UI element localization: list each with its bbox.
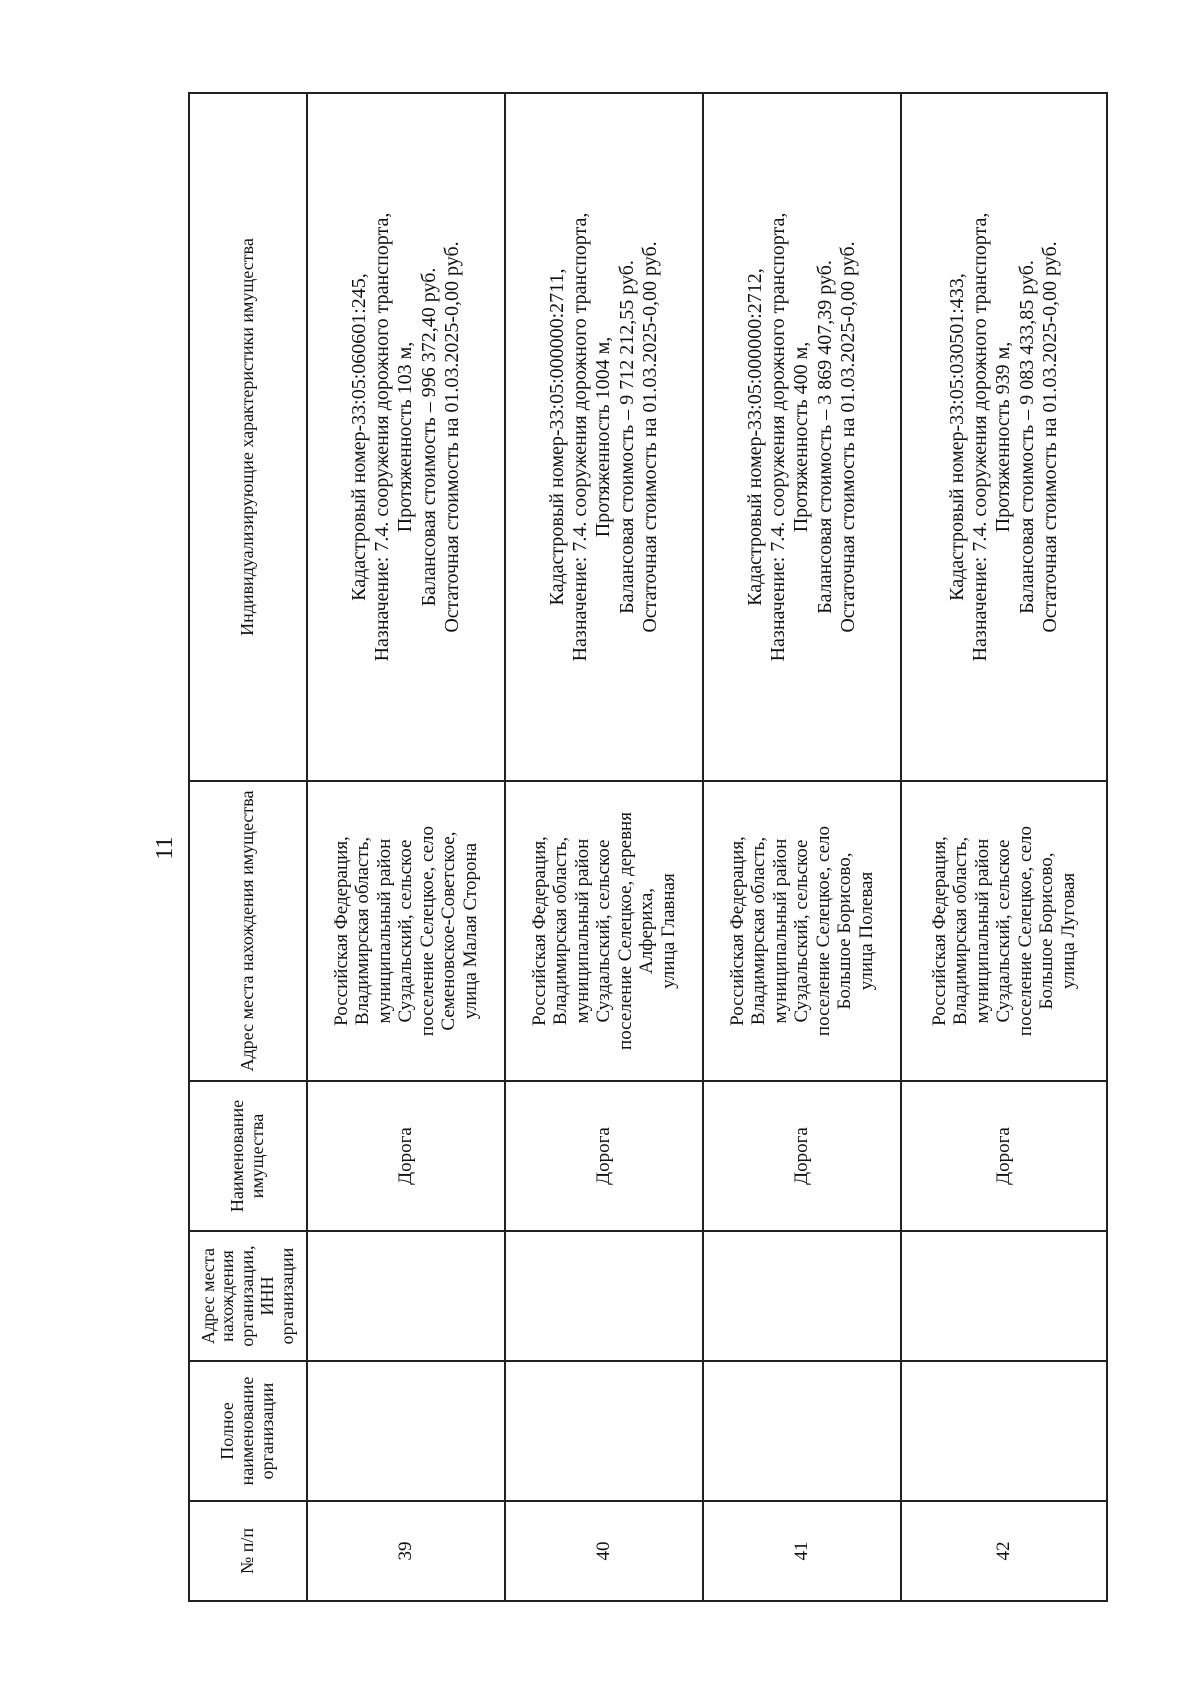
address-line: улица Луговая (1057, 872, 1079, 990)
address-line: улица Главная (657, 873, 679, 989)
characteristic-line: Кадастровый номер-33:05:030501:433, (946, 273, 969, 601)
characteristic-line: Назначение: 7.4. сооружения дорожного транспорта, (767, 212, 790, 662)
characteristic-line: Балансовая стоимость – 996 372,40 руб. (417, 267, 440, 607)
header-characteristics: Индивидуализирующие характеристики имущества (189, 93, 307, 781)
characteristic-line: Остаточная стоимость на 01.03.2025-0,00 руб. (440, 241, 463, 633)
address-line: улица Малая Сторона (459, 842, 481, 1020)
header-org-address: Адрес места нахождения организации, ИНН организации (189, 1231, 307, 1361)
header-property-address: Адрес места нахождения имущества (189, 781, 307, 1081)
address-line: муниципальный район (769, 838, 791, 1024)
address-line: Алфериха, (636, 887, 658, 975)
characteristic-line: Балансовая стоимость – 9 712 212,55 руб. (615, 260, 638, 614)
characteristic-line: Кадастровый номер-33:05:060601:245, (348, 273, 371, 601)
row-characteristics (901, 93, 1107, 781)
row-org-address (307, 1231, 505, 1361)
address-line: Владимирская область, (550, 836, 572, 1026)
row-num: 41 (703, 1501, 901, 1601)
address-line: Большое Борисово, (834, 852, 856, 1010)
row-property-address (703, 781, 901, 1081)
row-org-address (901, 1231, 1107, 1361)
characteristic-line: Протяженность 400 м, (790, 341, 813, 533)
address-line: муниципальный район (971, 838, 993, 1024)
row-property-name: Дорога (307, 1081, 505, 1231)
characteristic-line: Кадастровый номер-33:05:000000:2712, (744, 268, 767, 606)
address-line: Владимирская область, (352, 836, 374, 1026)
row-org-address (703, 1231, 901, 1361)
address-line: поселение Селецкое, деревня (614, 812, 636, 1050)
row-property-name: Дорога (505, 1081, 703, 1231)
address-line: Российская Федерация, (928, 836, 950, 1026)
row-characteristics (307, 93, 505, 781)
address-line: муниципальный район (373, 838, 395, 1024)
address-line: Суздальский, сельское (791, 839, 813, 1023)
characteristic-line: Остаточная стоимость на 01.03.2025-0,00 руб. (836, 241, 859, 633)
characteristic-line: Балансовая стоимость – 9 083 433,85 руб. (1015, 260, 1038, 614)
characteristic-line: Протяженность 103 м, (394, 341, 417, 533)
address-line: Большое Борисово, (1036, 852, 1058, 1010)
row-org-address (505, 1231, 703, 1361)
row-property-address (505, 781, 703, 1081)
row-property-address (901, 781, 1107, 1081)
characteristic-line: Назначение: 7.4. сооружения дорожного транспорта, (371, 212, 394, 662)
characteristic-line: Остаточная стоимость на 01.03.2025-0,00 руб. (638, 241, 661, 633)
characteristic-line: Балансовая стоимость – 3 869 407,39 руб. (813, 260, 836, 614)
row-characteristics (505, 93, 703, 781)
row-num: 42 (901, 1501, 1107, 1601)
characteristic-line: Кадастровый номер-33:05:000000:2711, (546, 268, 569, 606)
row-property-name: Дорога (901, 1081, 1107, 1231)
characteristic-line: Остаточная стоимость на 01.03.2025-0,00 руб. (1038, 241, 1061, 633)
address-line: Российская Федерация, (330, 836, 352, 1026)
table-row (703, 93, 901, 1601)
property-table (188, 92, 1108, 1602)
address-line: Семеновское-Советское, (438, 831, 460, 1031)
address-line: Суздальский, сельское (593, 839, 615, 1023)
row-org-name (901, 1361, 1107, 1501)
address-line: поселение Селецкое, село (416, 825, 438, 1037)
row-property-address (307, 781, 505, 1081)
row-org-name (505, 1361, 703, 1501)
row-characteristics (703, 93, 901, 781)
characteristic-line: Протяженность 1004 м, (592, 336, 615, 538)
address-line: муниципальный район (571, 838, 593, 1024)
row-num: 40 (505, 1501, 703, 1601)
address-line: Российская Федерация, (726, 836, 748, 1026)
address-line: поселение Селецкое, село (812, 825, 834, 1037)
row-num: 39 (307, 1501, 505, 1601)
table-row (505, 93, 703, 1601)
header-property-name: Наименование имущества (189, 1081, 307, 1231)
characteristic-line: Назначение: 7.4. сооружения дорожного транспорта, (569, 212, 592, 662)
table-header-row (189, 93, 307, 1601)
row-org-name (703, 1361, 901, 1501)
characteristic-line: Протяженность 939 м, (992, 341, 1015, 533)
characteristic-line: Назначение: 7.4. сооружения дорожного транспорта, (969, 212, 992, 662)
rotated-table-sheet (152, 94, 1108, 1602)
row-property-name: Дорога (703, 1081, 901, 1231)
header-num: № п/п (189, 1501, 307, 1601)
address-line: Владимирская область, (950, 836, 972, 1026)
address-line: Российская Федерация, (528, 836, 550, 1026)
address-line: Суздальский, сельское (993, 839, 1015, 1023)
row-org-name (307, 1361, 505, 1501)
address-line: Владимирская область, (748, 836, 770, 1026)
address-line: Суздальский, сельское (395, 839, 417, 1023)
address-line: улица Полевая (855, 871, 877, 991)
address-line: поселение Селецкое, село (1014, 825, 1036, 1037)
table-row (307, 93, 505, 1601)
table-row (901, 93, 1107, 1601)
header-org-name: Полное наименование организации (189, 1361, 307, 1501)
page-number: 11 (152, 836, 178, 860)
